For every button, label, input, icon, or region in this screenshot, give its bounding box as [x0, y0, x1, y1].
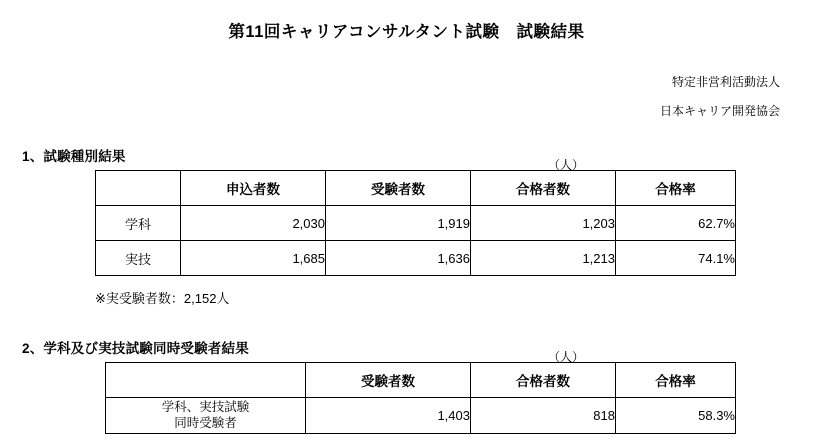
column-header-pass-rate: 合格率	[616, 171, 736, 206]
exam-type-results-table	[95, 170, 736, 276]
column-header-pass-rate: 合格率	[616, 363, 736, 398]
row-label-line-1: 学科、実技試験	[161, 400, 250, 414]
cell-written-applicants: 2,030	[181, 206, 326, 241]
table-row	[106, 398, 736, 434]
section-1-unit-label: （人）	[548, 158, 585, 172]
organization-block	[660, 76, 780, 118]
cell-simultaneous-passers: 818	[471, 398, 616, 434]
cell-written-passers: 1,203	[471, 206, 616, 241]
column-header-examinees: 受験者数	[326, 171, 471, 206]
organization-line-1: 特定非営利活動法人	[671, 75, 780, 89]
page-title: 第11回キャリアコンサルタント試験 試験結果	[228, 23, 585, 41]
row-label-line-2: 同時受験者	[174, 415, 237, 430]
column-header-passers: 合格者数	[471, 171, 616, 206]
section-2-heading: 2、学科及び実技試験同時受験者結果	[22, 341, 249, 356]
organization-line-2: 日本キャリア開発協会	[659, 104, 780, 119]
row-label-written: 学科	[96, 206, 181, 241]
column-header-applicants: 申込者数	[181, 171, 326, 206]
table-row	[96, 206, 736, 241]
section-1-heading: 1、試験種別結果	[22, 149, 126, 164]
table-row	[96, 241, 736, 276]
column-header-passers: 合格者数	[471, 363, 616, 398]
cell-practical-examinees: 1,636	[326, 241, 471, 276]
cell-simultaneous-rate: 58.3%	[616, 398, 736, 434]
column-header-examinees: 受験者数	[306, 363, 471, 398]
cell-practical-rate: 74.1%	[616, 241, 736, 276]
cell-practical-passers: 1,213	[471, 241, 616, 276]
cell-simultaneous-examinees: 1,403	[306, 398, 471, 434]
simultaneous-examinees-results-table	[105, 362, 736, 434]
table-header-row	[106, 363, 736, 398]
row-label-practical: 実技	[96, 241, 181, 276]
cell-written-rate: 62.7%	[616, 206, 736, 241]
row-label-simultaneous	[106, 398, 306, 434]
cell-practical-applicants: 1,685	[181, 241, 326, 276]
section-2-unit-label: （人）	[548, 350, 585, 364]
actual-examinees-note: ※実受験者数：2,152人	[95, 291, 230, 306]
table-header-row	[96, 171, 736, 206]
table-corner-cell	[96, 171, 181, 206]
cell-written-examinees: 1,919	[326, 206, 471, 241]
table-corner-cell	[106, 363, 306, 398]
